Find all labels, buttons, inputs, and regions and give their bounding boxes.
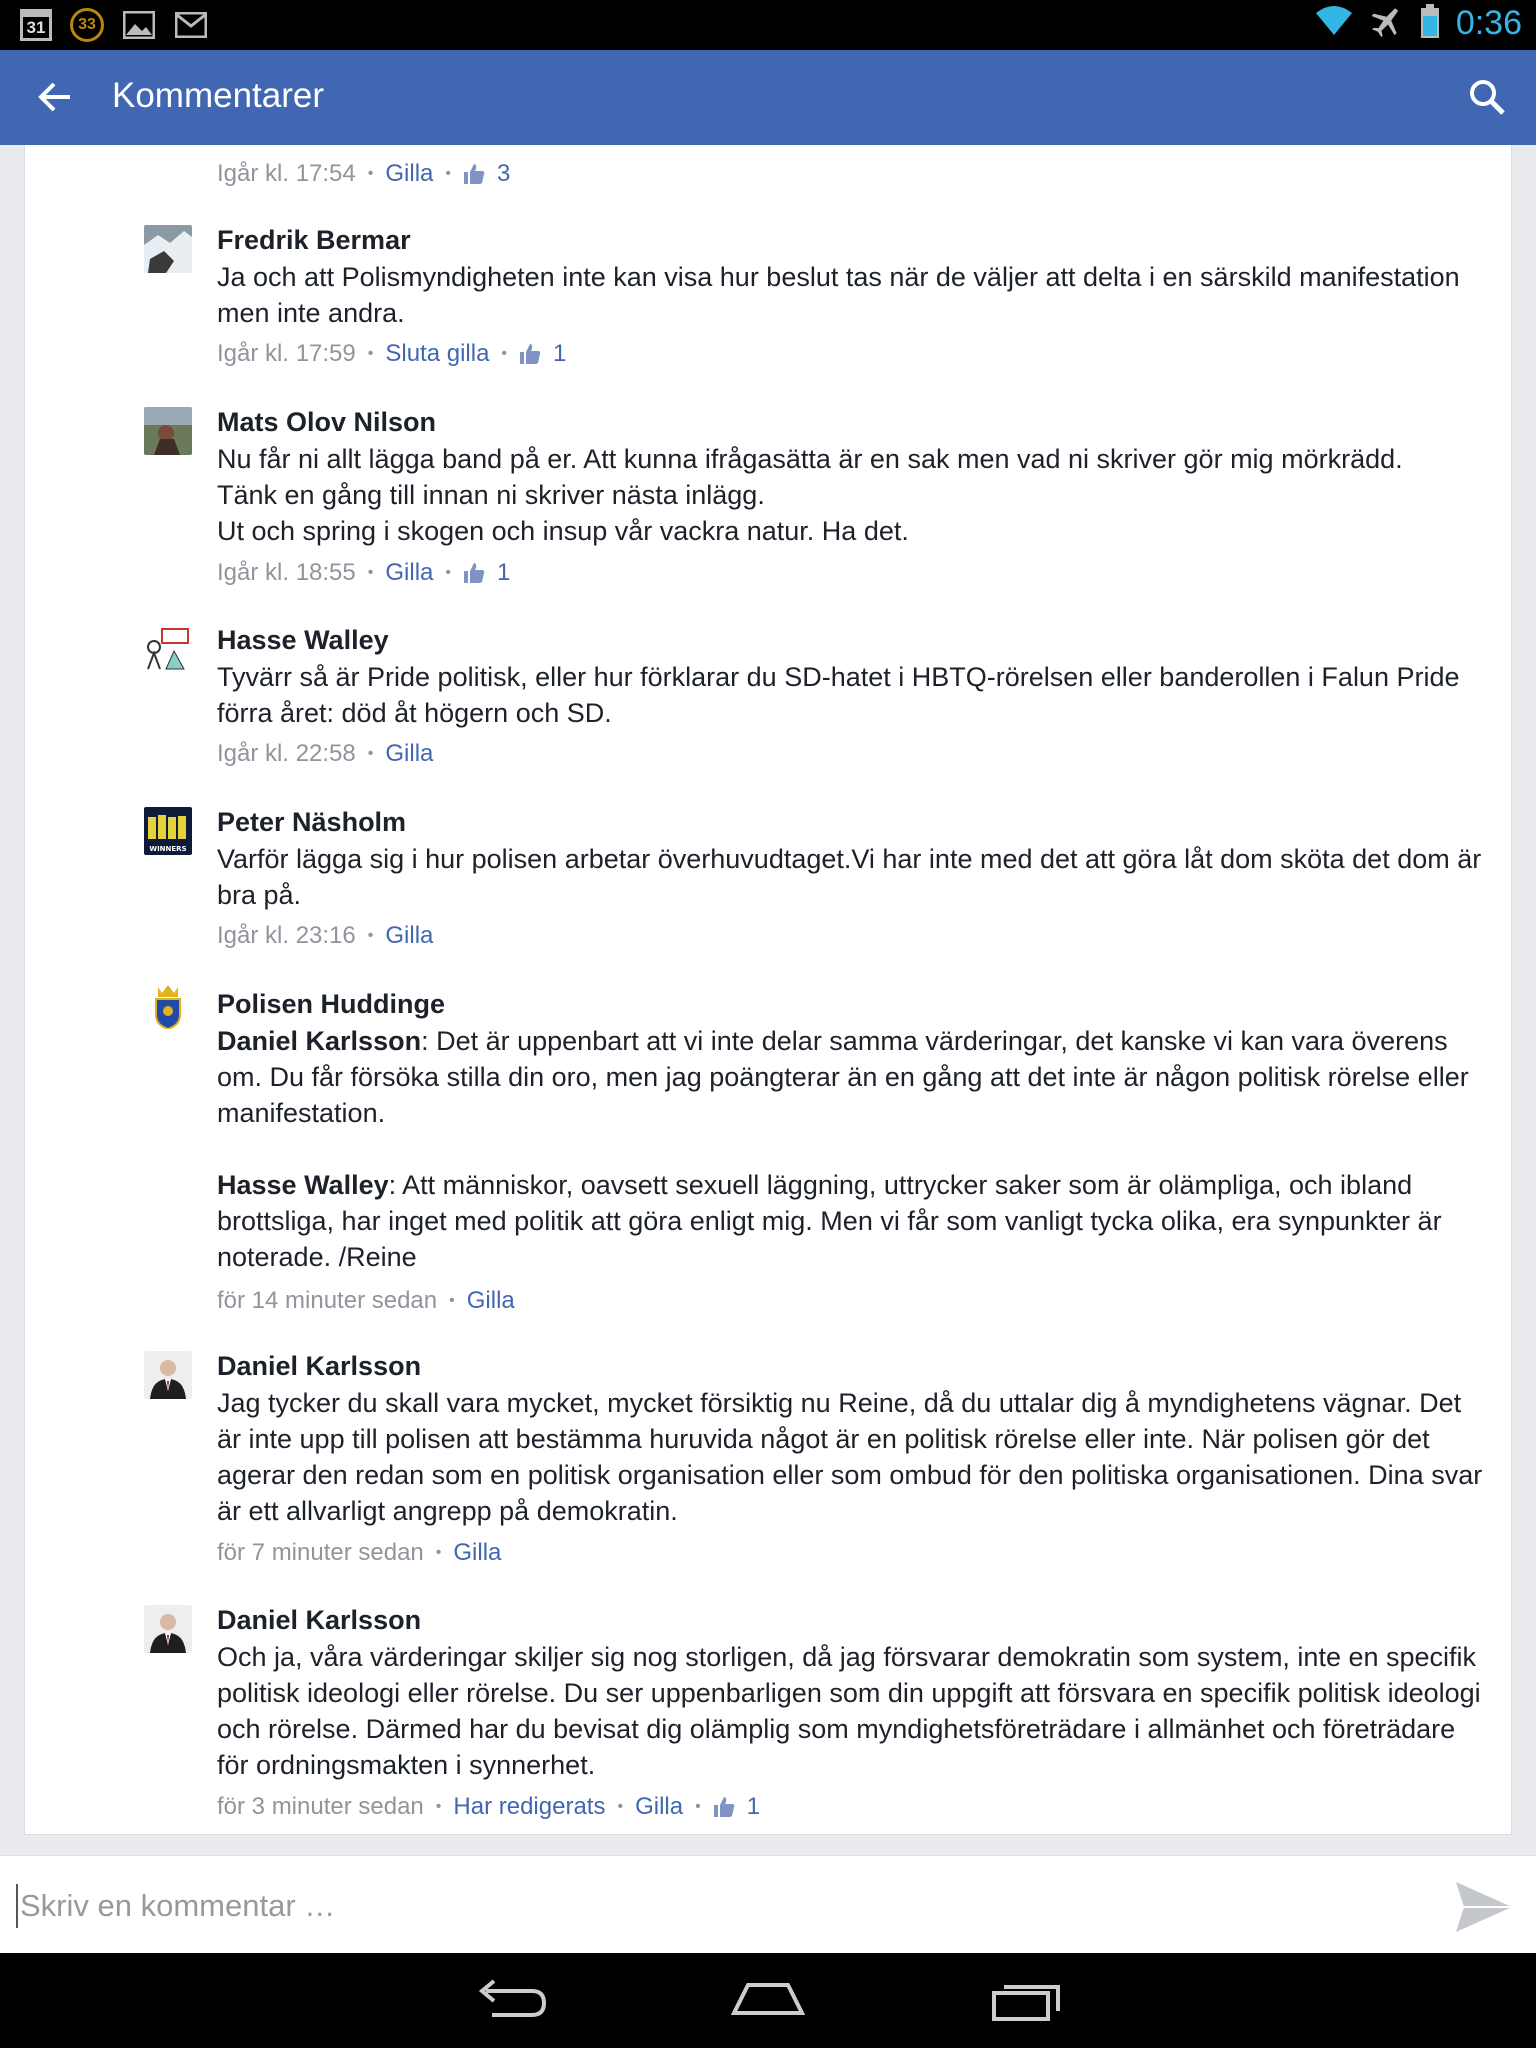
unlike-link[interactable]: Sluta gilla (385, 340, 490, 367)
avatar[interactable] (144, 225, 192, 273)
comment-author[interactable]: Mats Olov Nilson (217, 407, 437, 437)
comment-meta: Igår kl. 22:58 • Gilla (217, 740, 434, 767)
avatar[interactable] (144, 625, 192, 673)
recents-nav-icon (986, 1975, 1066, 2025)
comment-text: Tyvärr så är Pride politisk, eller hur förklarar du SD-hatet i HBTQ-rörelsen eller banderollen i Falun Pride förra året: död åt högern och SD. (217, 662, 1460, 728)
avatar[interactable] (144, 1351, 192, 1399)
like-count[interactable]: 1 (553, 340, 567, 367)
comment-meta: Igår kl. 17:59 • Sluta gilla • 1 (217, 340, 567, 367)
comment-meta: Igår kl. 17:54 • Gilla • 3 (217, 160, 511, 187)
comment-time: Igår kl. 18:55 (217, 559, 356, 586)
airplane-icon (1370, 4, 1404, 43)
send-button[interactable] (1454, 1880, 1514, 1934)
comment-meta: Igår kl. 18:55 • Gilla • 1 (217, 559, 511, 586)
gallery-icon (122, 8, 156, 42)
like-link[interactable]: Gilla (385, 922, 434, 949)
comment-author[interactable]: Daniel Karlsson (217, 1605, 422, 1635)
comment-text: Ja och att Polismyndigheten inte kan visa hur beslut tas när de väljer att delta i en särskild manifestation men inte andra. (217, 262, 1460, 328)
comment-time: Igår kl. 22:58 (217, 740, 356, 767)
comment-text: Och ja, våra värderingar skiljer sig nog storligen, då jag försvarar demokratin som system, inte en specifik politisk ideologi eller rörelse. Du ser uppenbarligen som din uppgift att försvara en specifik politisk ideologi och rörelse. Därmed har du bevisat dig olämplig som myndighetsföreträdare i allmänhet och företrädare för ordningsmakten i synnerhet. (217, 1642, 1481, 1780)
comment-author[interactable]: Polisen Huddinge (217, 989, 446, 1019)
comment-author[interactable]: Hasse Walley (217, 625, 389, 655)
back-nav-icon (472, 1975, 552, 2025)
wifi-icon (1314, 5, 1354, 42)
like-link[interactable]: Gilla (385, 740, 434, 767)
comment-text: Daniel Karlsson: Det är uppenbart att vi inte delar samma värderingar, det kanske vi kan vara överens om. Du får försöka stilla din oro, men jag poängterar än en gång att det inte är någon politisk rörelse eller manifestation. Hasse Walley: Att människor, oavsett sexuell läggning, uttrycker saker som är olämpliga, och ibland brottsliga, har inget med politik att göra enligt mig. Men vi får som vanligt tycka olika, era synpunkter är noterade. /Reine (217, 1026, 1469, 1272)
comment-meta: för 14 minuter sedan • Gilla (217, 1287, 515, 1314)
navigation-bar (0, 1953, 1536, 2048)
app-bar (0, 50, 1536, 145)
avatar[interactable] (144, 407, 192, 455)
comment-time: för 7 minuter sedan (217, 1539, 424, 1566)
comment-meta: för 3 minuter sedan • Har redigerats • Gilla • 1 (217, 1793, 761, 1820)
back-button[interactable] (30, 72, 80, 122)
status-bar (0, 0, 1536, 50)
thumbs-up-icon (463, 163, 485, 185)
like-link[interactable]: Gilla (453, 1539, 502, 1566)
comment-time: Igår kl. 17:59 (217, 340, 356, 367)
home-nav-button[interactable] (728, 1975, 808, 2025)
comment-time: Igår kl. 23:16 (217, 922, 356, 949)
battery-icon (1420, 4, 1440, 43)
recents-nav-button[interactable] (986, 1975, 1066, 2025)
notification-badge-icon: 33 (70, 8, 104, 42)
like-count[interactable]: 3 (496, 160, 511, 187)
clock: 0:36 (1455, 4, 1522, 42)
like-count[interactable]: 1 (496, 559, 511, 586)
comment-author[interactable]: Daniel Karlsson (217, 1351, 422, 1381)
thumbs-up-icon (519, 343, 541, 365)
thumbs-up-icon (463, 562, 485, 584)
avatar[interactable] (144, 1605, 192, 1653)
mention-link[interactable]: Daniel Karlsson (217, 1026, 422, 1056)
back-nav-button[interactable] (472, 1975, 552, 2025)
comment-composer (0, 1855, 1536, 1953)
search-button[interactable] (1462, 72, 1512, 122)
comment-text: Jag tycker du skall vara mycket, mycket försiktig nu Reine, då du uttalar dig å myndighetens vägnar. Det är inte upp till polisen att bestämma huruvida något är en politisk rörelse eller inte. När polisen gör det agerar den redan som en politisk organisation eller som ombud för den politiska organisationen. Dina svar är ett allvarligt angrepp på demokratin. (217, 1388, 1483, 1526)
comment-meta: för 7 minuter sedan • Gilla (217, 1539, 502, 1566)
avatar[interactable] (144, 807, 192, 855)
avatar[interactable] (144, 981, 192, 1029)
page-title: Kommentarer (112, 76, 325, 115)
comments-list[interactable] (24, 145, 1512, 1835)
comment-text: Varför lägga sig i hur polisen arbetar överhuvudtaget.Vi har inte med det att göra låt dom sköta det dom är bra på. (217, 844, 1482, 910)
comment-author[interactable]: Peter Näsholm (217, 807, 407, 837)
comment-time: för 14 minuter sedan (217, 1287, 438, 1314)
comment-time: Igår kl. 17:54 (217, 160, 356, 187)
edited-link[interactable]: Har redigerats (453, 1793, 606, 1820)
like-link[interactable]: Gilla (385, 559, 434, 586)
svg-text:WINNERS: WINNERS (149, 845, 187, 853)
comment-input[interactable] (16, 1884, 1416, 1928)
thumbs-up-icon (713, 1796, 735, 1818)
like-link[interactable]: Gilla (385, 160, 434, 187)
home-nav-icon (728, 1975, 808, 2025)
comment-time: för 3 minuter sedan (217, 1793, 424, 1820)
search-icon (1468, 78, 1506, 116)
comment-text: Nu får ni allt lägga band på er. Att kunna ifrågasätta är en sak men vad ni skriver gör mig mörkrädd. Tänk en gång till innan ni skriver nästa inlägg. Ut och spring i skogen och insup vår vackra natur. Ha det. (217, 444, 1403, 546)
comment-meta: Igår kl. 23:16 • Gilla (217, 922, 434, 949)
mention-link[interactable]: Hasse Walley (217, 1170, 389, 1200)
like-link[interactable]: Gilla (635, 1793, 684, 1820)
send-icon (1454, 1880, 1514, 1934)
gmail-icon (174, 8, 208, 42)
arrow-back-icon (38, 80, 72, 114)
like-count[interactable]: 1 (746, 1793, 761, 1820)
calendar-icon: 31 (20, 9, 52, 41)
like-link[interactable]: Gilla (466, 1287, 515, 1314)
comment-author[interactable]: Fredrik Bermar (217, 225, 411, 255)
